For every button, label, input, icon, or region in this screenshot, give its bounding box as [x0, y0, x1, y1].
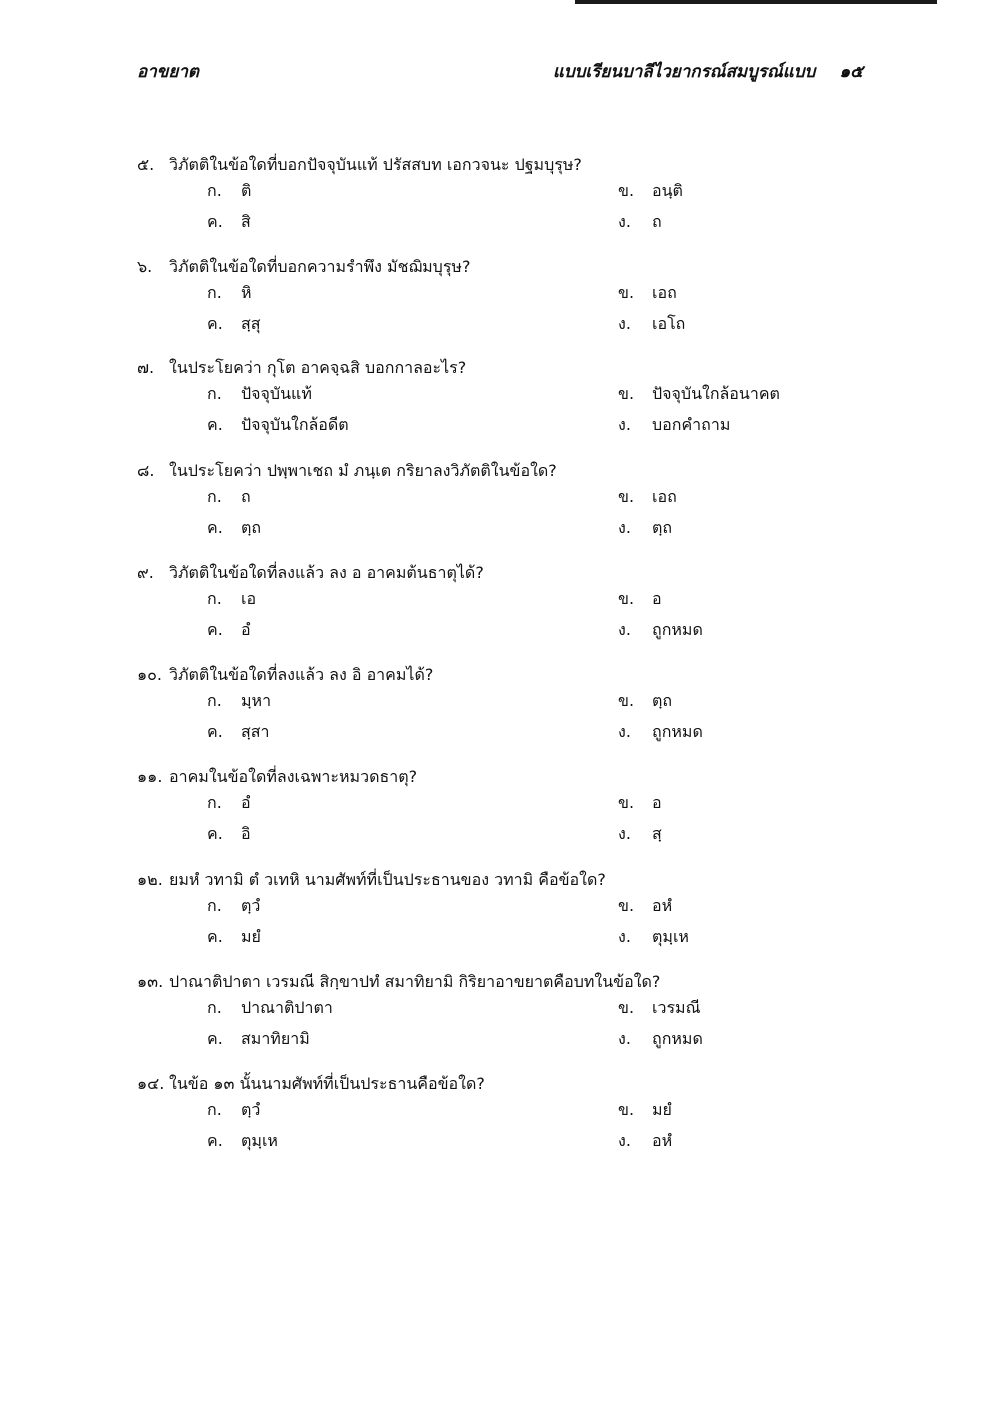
option-text: ตฺถ [241, 518, 262, 537]
option-letter: ง. [618, 212, 631, 231]
option-text: มยํ [241, 927, 261, 946]
option-text: อ [652, 793, 662, 812]
question-line [137, 461, 897, 487]
option-text: ติ [241, 181, 252, 200]
answer-option [618, 824, 662, 844]
option-letter: ข. [618, 1100, 635, 1119]
question-text: ในประโยคว่า กุโต อาคจฺฉสิ บอกกาลอะไร? [169, 358, 467, 377]
question-text: ในข้อ ๑๓ นั้นนามศัพท์ที่เป็นประธานคือข้อใด? [169, 1074, 485, 1093]
question-item [137, 155, 897, 243]
answer-option [207, 212, 251, 232]
option-text: มยํ [652, 1100, 672, 1119]
answer-option [618, 722, 703, 742]
header-chapter-title: อาขยาต [137, 62, 199, 82]
top-rule [575, 0, 937, 4]
answer-option [618, 518, 672, 538]
answer-option [207, 793, 251, 813]
option-text: อหํ [652, 1131, 673, 1150]
option-text: ปาณาติปาตา [241, 998, 333, 1017]
option-letter: ก. [207, 896, 222, 915]
option-letter: ง. [618, 620, 631, 639]
option-letter: ก. [207, 384, 222, 403]
answer-option [207, 896, 260, 916]
option-letter: ข. [618, 793, 635, 812]
option-letter: ง. [618, 824, 631, 843]
question-text: ปาณาติปาตา เวรมณี สิกฺขาปทํ สมาทิยามิ กิริยาอาขยาตคือบทในข้อใด? [169, 972, 661, 991]
option-text: อํ [241, 793, 251, 812]
answer-option [207, 283, 252, 303]
answer-option [618, 793, 662, 813]
question-item [137, 461, 897, 549]
option-text: สฺสา [241, 722, 270, 741]
question-number: ๑๔. [137, 1074, 165, 1093]
option-text: เวรมณี [652, 998, 701, 1017]
option-letter: ค. [207, 212, 223, 231]
option-letter: ค. [207, 518, 223, 537]
question-number: ๖. [137, 257, 153, 276]
option-text: ถ [241, 487, 251, 506]
option-letter: ค. [207, 722, 223, 741]
option-letter: ง. [618, 1029, 631, 1048]
option-letter: ก. [207, 283, 222, 302]
option-text: ถูกหมด [652, 620, 703, 639]
answer-option [618, 415, 730, 435]
option-letter: ก. [207, 691, 222, 710]
question-line [137, 767, 897, 793]
answer-option [207, 998, 333, 1018]
option-text: หิ [241, 283, 252, 302]
page-header [137, 58, 863, 86]
option-letter: ข. [618, 896, 635, 915]
question-item [137, 972, 897, 1060]
question-line [137, 257, 897, 283]
option-row [137, 793, 897, 824]
answer-option [618, 212, 662, 232]
option-text: อิ [241, 824, 251, 843]
answer-option [207, 181, 251, 201]
option-letter: ก. [207, 793, 222, 812]
question-number: ๘. [137, 461, 155, 480]
option-letter: ค. [207, 1029, 223, 1048]
question-line [137, 358, 897, 384]
answer-option [207, 518, 261, 538]
answer-option [618, 384, 780, 404]
question-item [137, 563, 897, 651]
option-text: มฺหา [241, 691, 272, 710]
answer-option [618, 487, 677, 507]
question-line [137, 155, 897, 181]
option-letter: ง. [618, 1131, 631, 1150]
question-line [137, 1074, 897, 1100]
question-text: วิภัตติในข้อใดที่ลงแล้ว ลง อ อาคมต้นธาตุได้? [169, 563, 484, 582]
option-text: ตฺถ [652, 691, 673, 710]
option-letter: ก. [207, 1100, 222, 1119]
answer-option [207, 620, 251, 640]
option-letter: ก. [207, 589, 222, 608]
option-text: ตฺถ [652, 518, 673, 537]
option-text: เอ [241, 589, 257, 608]
answer-option [618, 181, 683, 201]
answer-option [618, 998, 700, 1018]
question-line [137, 563, 897, 589]
option-text: อหํ [652, 896, 673, 915]
answer-option [207, 415, 349, 435]
answer-option [618, 1131, 672, 1151]
option-letter: ก. [207, 181, 222, 200]
answer-option [618, 1029, 703, 1049]
option-letter: ค. [207, 620, 223, 639]
option-letter: ข. [618, 384, 635, 403]
page-number: ๑๕ [839, 62, 863, 82]
option-text: อนฺติ [652, 181, 683, 200]
option-letter: ง. [618, 314, 631, 333]
option-text: สฺสุ [241, 314, 261, 333]
option-text: ถ [652, 212, 662, 231]
option-letter: ก. [207, 998, 222, 1017]
answer-option [207, 1131, 278, 1151]
option-text: เอโถ [652, 314, 686, 333]
option-letter: ข. [618, 283, 635, 302]
answer-option [618, 896, 672, 916]
answer-option [207, 487, 251, 507]
option-row [137, 384, 897, 415]
question-item [137, 665, 897, 753]
option-row [137, 487, 897, 518]
header-book-title [553, 58, 863, 85]
option-row [137, 589, 897, 620]
option-row [137, 927, 897, 958]
question-line [137, 665, 897, 691]
option-text: อํ [241, 620, 251, 639]
answer-option [618, 314, 685, 334]
question-text: วิภัตติในข้อใดที่บอกความรำพึง มัชฌิมบุรุษ? [169, 257, 471, 276]
answer-option [618, 1100, 672, 1120]
question-text: ในประโยคว่า ปพฺพาเชถ มํ ภนฺเต กริยาลงวิภัตติในข้อใด? [169, 461, 557, 480]
question-text: วิภัตติในข้อใดที่ลงแล้ว ลง อิ อาคมได้? [169, 665, 434, 684]
option-letter: ค. [207, 824, 223, 843]
question-text: ยมหํ วทามิ ตํ วเทหิ นามศัพท์ที่เป็นประธานของ วทามิ คือข้อใด? [169, 870, 606, 889]
option-letter: ข. [618, 181, 635, 200]
option-letter: ข. [618, 487, 635, 506]
option-text: ถูกหมด [652, 1029, 703, 1048]
question-item [137, 257, 897, 345]
option-letter: ข. [618, 998, 635, 1017]
question-text: อาคมในข้อใดที่ลงเฉพาะหมวดธาตุ? [169, 767, 418, 786]
option-text: ปัจจุบันแท้ [241, 384, 312, 403]
option-row [137, 1100, 897, 1131]
answer-option [207, 589, 256, 609]
answer-option [207, 1100, 260, 1120]
answer-option [618, 589, 662, 609]
option-text: ปัจจุบันใกล้อนาคต [652, 384, 780, 403]
option-letter: ค. [207, 927, 223, 946]
question-line [137, 870, 897, 896]
question-number: ๑๑. [137, 767, 163, 786]
answer-option [618, 691, 672, 711]
option-letter: ง. [618, 415, 631, 434]
answer-option [207, 1029, 310, 1049]
question-item [137, 1074, 897, 1162]
option-text: สมาทิยามิ [241, 1029, 310, 1048]
question-number: ๑๓. [137, 972, 164, 991]
answer-option [207, 691, 271, 711]
option-text: อ [652, 589, 662, 608]
option-text: ตฺวํ [241, 896, 261, 915]
question-line [137, 972, 897, 998]
question-number: ๗. [137, 358, 155, 377]
answer-option [618, 927, 689, 947]
option-row [137, 1029, 897, 1060]
option-text: สิ [241, 212, 251, 231]
question-number: ๕. [137, 155, 155, 174]
option-letter: ค. [207, 314, 223, 333]
question-number: ๑๐. [137, 665, 163, 684]
header-book-name: แบบเรียนบาลีไวยากรณ์สมบูรณ์แบบ [552, 62, 816, 82]
option-text: ตุมฺเห [241, 1131, 278, 1150]
question-item [137, 358, 897, 446]
question-number: ๙. [137, 563, 154, 582]
option-row [137, 283, 897, 314]
option-text: ถูกหมด [652, 722, 703, 741]
option-row [137, 181, 897, 212]
option-row [137, 896, 897, 927]
option-row [137, 1131, 897, 1162]
option-row [137, 415, 897, 446]
answer-option [207, 314, 261, 334]
option-row [137, 620, 897, 651]
option-row [137, 314, 897, 345]
option-text: ตุมฺเห [652, 927, 689, 946]
option-text: ตฺวํ [241, 1100, 261, 1119]
option-letter: ค. [207, 1131, 223, 1150]
option-row [137, 824, 897, 855]
question-number: ๑๒. [137, 870, 163, 889]
option-text: บอกคำถาม [652, 415, 731, 434]
option-letter: ข. [618, 589, 635, 608]
option-letter: ง. [618, 722, 631, 741]
option-row [137, 998, 897, 1029]
answer-option [618, 283, 677, 303]
option-letter: ค. [207, 415, 223, 434]
question-text: วิภัตติในข้อใดที่บอกปัจจุบันแท้ ปรัสสบท เอกวจนะ ปฐมบุรุษ? [169, 155, 582, 174]
answer-option [207, 722, 270, 742]
answer-option [618, 620, 703, 640]
option-text: เอถ [652, 487, 677, 506]
option-text: เอถ [652, 283, 677, 302]
question-item [137, 870, 897, 958]
answer-option [207, 384, 312, 404]
option-text: ปัจจุบันใกล้อดีต [241, 415, 349, 434]
option-text: สฺ [652, 824, 662, 843]
question-item [137, 767, 897, 855]
option-row [137, 212, 897, 243]
option-row [137, 722, 897, 753]
option-letter: ง. [618, 518, 631, 537]
answer-option [207, 824, 251, 844]
option-letter: ข. [618, 691, 635, 710]
answer-option [207, 927, 261, 947]
option-letter: ง. [618, 927, 631, 946]
option-row [137, 518, 897, 549]
option-letter: ก. [207, 487, 222, 506]
option-row [137, 691, 897, 722]
